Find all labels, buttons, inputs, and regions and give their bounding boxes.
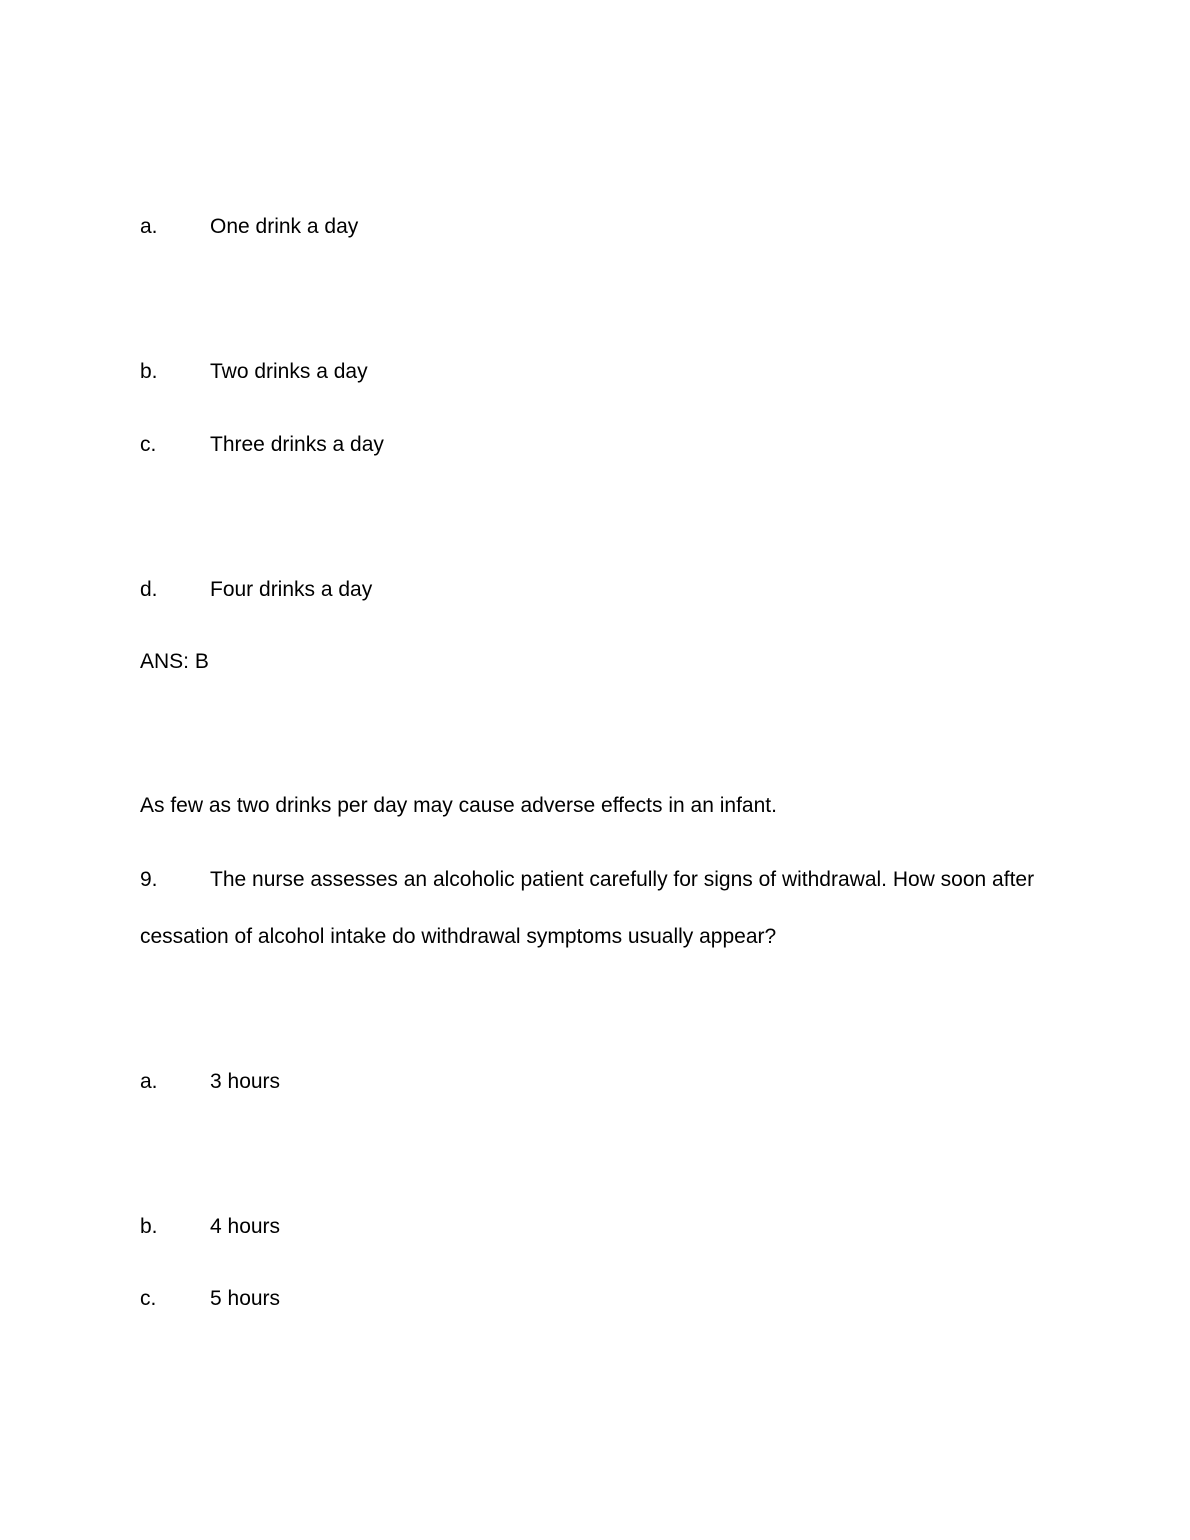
- q9-stem-second-line: cessation of alcohol intake do withdrawal symptoms usually appear?: [140, 925, 777, 948]
- option-marker: b.: [140, 1215, 158, 1238]
- option-marker: c.: [140, 1287, 157, 1310]
- option-marker: c.: [140, 433, 157, 456]
- question-stem-text: The nurse assesses an alcoholic patient carefully for signs of withdrawal. How soon after: [210, 868, 1035, 891]
- option-marker: d.: [140, 578, 158, 601]
- option-text: 5 hours: [210, 1287, 281, 1310]
- option-text: 3 hours: [210, 1070, 281, 1093]
- q9-stem-first-line: [140, 867, 1060, 893]
- option-text: 4 hours: [210, 1215, 281, 1238]
- q8-rationale: As few as two drinks per day may cause adverse effects in an infant.: [140, 794, 777, 817]
- q9-option-b: [140, 1214, 540, 1240]
- q9-option-c: [140, 1286, 540, 1312]
- q8-option-c: [140, 432, 540, 458]
- option-marker: a.: [140, 215, 158, 238]
- option-text: Three drinks a day: [210, 433, 384, 456]
- q8-answer: ANS: B: [140, 650, 209, 673]
- option-marker: b.: [140, 360, 158, 383]
- question-number: 9.: [140, 868, 158, 891]
- q8-option-b: [140, 359, 540, 385]
- option-marker: a.: [140, 1070, 158, 1093]
- q9-option-a: [140, 1069, 540, 1095]
- q8-option-a: [140, 214, 540, 240]
- q8-option-d: [140, 577, 540, 603]
- option-text: Four drinks a day: [210, 578, 373, 601]
- option-text: One drink a day: [210, 215, 359, 238]
- option-text: Two drinks a day: [210, 360, 368, 383]
